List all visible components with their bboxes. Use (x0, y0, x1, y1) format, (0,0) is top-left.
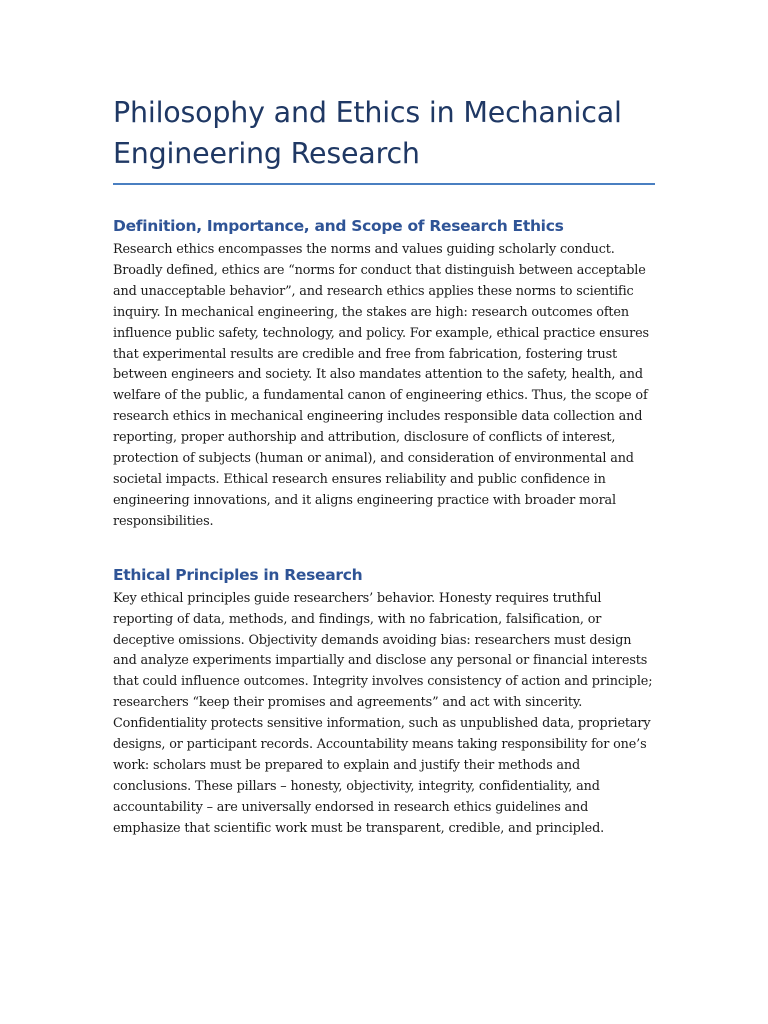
section-heading-research-ethics: Definition, Importance, and Scope of Research Ethics (113, 217, 564, 235)
section-body-research-ethics: Research ethics encompasses the norms and values guiding scholarly conduct. Broadly defined, ethics are “norms for conduct that distinguish between acceptable and unacceptable behavior”, and research ethics applies these norms to scientific inquiry. In mechanical engineering, the stakes are high: research outcomes often influence public safety, technology, and policy. For example, ethical practice ensures that experimental results are credible and free from fabrication, fostering trust between engineers and society. It also mandates attention to the safety, health, and welfare of the public, a fundamental canon of engineering ethics. Thus, the scope of research ethics in mechanical engineering includes responsible data collection and reporting, proper authorship and attribution, disclosure of conflicts of interest, protection of subjects (human or animal), and consideration of environmental and societal impacts. Ethical research ensures reliability and public confidence in engineering innovations, and it aligns engineering practice with broader moral responsibilities. (113, 242, 649, 529)
section-heading-ethical-principles: Ethical Principles in Research (113, 565, 363, 584)
document-title: Philosophy and Ethics in Mechanical Engineering Research (113, 96, 622, 170)
section-body-ethical-principles: Key ethical principles guide researchers’ behavior. Honesty requires truthful reporting of data, methods, and findings, with no fabrication, falsification, or deceptive omissions. Objectivity demands avoiding bias: researchers must design and analyze experiments impartially and disclose any personal or financial interests that could influence outcomes. Integrity involves consistency of action and principle; researchers “keep their promises and agreements” and act with sincerity. Confidentiality protects sensitive information, such as unpublished data, proprietary designs, or participant records. Accountability means taking responsibility for one’s work: scholars must be prepared to explain and justify their methods and conclusions. These pillars – honesty, objectivity, integrity, confidentiality, and accountability – are universally endorsed in research ethics guidelines and emphasize that scientific work must be transparent, credible, and principled. (113, 590, 653, 836)
document-page (113, 92, 655, 840)
title-divider (113, 183, 655, 185)
